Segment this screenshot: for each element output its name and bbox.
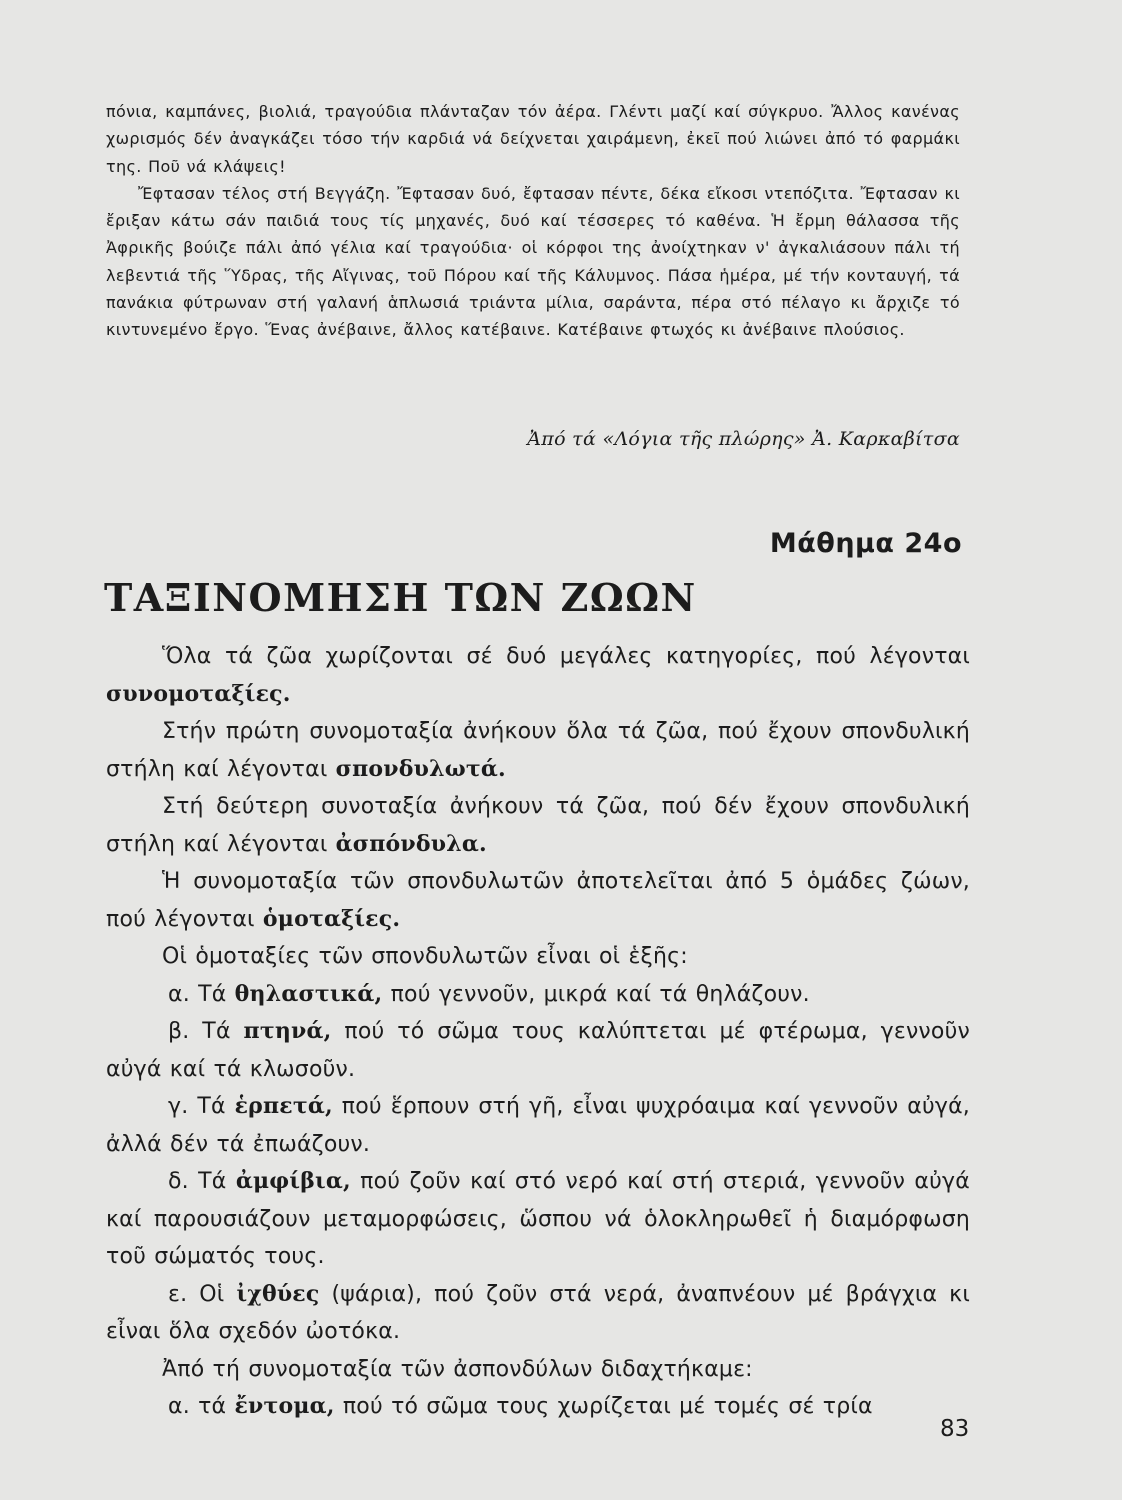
excerpt-paragraph: πόνια, καμπάνες, βιολιά, τραγούδια πλάνταζαν τόν ἀέρα. Γλέντι μαζί καί σύγκρυο. Ἄλλος κανένας χωρισμός δέν ἀναγκάζει τόσο τήν καρδιά νά δείχνεται χαιράμενη, ἐκεῖ πού λιώνει ἀπό τό φαρμάκι της. Ποῦ νά κλάψεις!	[106, 102, 960, 176]
excerpt-paragraph: Ἔφτασαν τέλος στή Βεγγάζη. Ἔφτασαν δυό, ἔφτασαν πέντε, δέκα εἴκοσι ντεπόζιτα. Ἔφτασαν κι ἔριξαν κάτω σάν παιδιά τους τίς μηχανές, δυό καί τέσσερες τό καθένα. Ἡ ἔρμη θάλασσα τῆς Ἀφρικῆς βούιζε πάλι ἀπό γέλια καί τραγούδια· οἱ κόρφοι της ἀνοίχτηκαν ν' ἀγκαλιάσουν πάλι τή λεβεντιά τῆς Ὕδρας, τῆς Αἴγινας, τοῦ Πόρου καί τῆς Κάλυμνος. Πάσα ἡμέρα, μέ τήν κονταυγή, τά πανάκια φύτρωναν στή γαλανή ἁπλωσιά τριάντα μίλια, σαράντα, πέρα στό πέλαγο κι ἄρχιζε τό κιντυνεμένο ἔργο. Ἕνας ἀνέβαινε, ἄλλος κατέβαινε. Κατέβαινε φτωχός κι ἀνέβαινε πλούσιος.	[106, 183, 960, 340]
item-letter: α. Τά	[168, 981, 235, 1007]
key-term: συνομοταξίες.	[106, 680, 291, 707]
list-item	[106, 1163, 970, 1276]
item-letter: α. τά	[168, 1394, 235, 1419]
item-text: πού γεννοῦν, μικρά καί τά θηλάζουν.	[382, 981, 810, 1007]
key-term: ἔντομα,	[234, 1393, 335, 1419]
item-text: πού τό σῶμα τους χωρίζεται μέ τομές σέ τρία	[334, 1394, 873, 1419]
lesson-body	[106, 638, 970, 1426]
list-item	[106, 1388, 970, 1426]
list-item	[106, 1013, 970, 1088]
list-item	[106, 1088, 970, 1163]
paragraph-text: Ἡ συνομοταξία τῶν σπονδυλωτῶν ἀποτελεῖται ἀπό 5 ὁμάδες ζώων, πού λέγονται	[106, 869, 970, 932]
body-paragraph	[106, 863, 970, 938]
body-paragraph	[106, 788, 970, 863]
key-term: ἑρπετά,	[234, 1093, 333, 1119]
lesson-number: Μάθημα 24ο	[769, 528, 962, 559]
item-letter: γ. Τά	[168, 1094, 235, 1119]
key-term: σπονδυλωτά.	[335, 755, 506, 782]
key-term: θηλαστικά,	[234, 980, 383, 1007]
lesson-title: ΤΑΞΙΝΟΜΗΣΗ ΤΩΝ ΖΩΩΝ	[104, 575, 697, 620]
key-term: ἀμφίβια,	[235, 1168, 351, 1194]
key-term: ἀσπόνδυλα.	[335, 830, 487, 857]
key-term: ὁμοταξίες.	[262, 905, 401, 932]
body-paragraph	[106, 713, 970, 788]
item-letter: β. Τά	[168, 1019, 244, 1044]
item-letter: ε. Οἱ	[168, 1281, 237, 1307]
item-letter: δ. Τά	[168, 1169, 236, 1194]
list-item	[106, 1276, 970, 1351]
item-text: πού ἕρπουν στή γῆ, εἶναι ψυχρόαιμα καί γεννοῦν αὐγά, ἀλλά δέν τά ἐπωάζουν.	[106, 1094, 970, 1157]
key-term: ἰχθύες	[236, 1280, 320, 1307]
item-text: πού ζοῦν καί στό νερό καί στή στεριά, γεννοῦν αὐγά καί παρουσιάζουν μεταμορφώσεις, ὥσπου νά ὁλοκληρωθεῖ ἡ διαμόρφωση τοῦ σώματός τους.	[106, 1169, 970, 1269]
page-number: 83	[940, 1416, 970, 1442]
excerpt-attribution: Ἀπό τά «Λόγια τῆς πλώρης» Ἀ. Καρκαβίτσα	[527, 428, 960, 450]
list-item	[106, 976, 970, 1014]
item-text: πού τό σῶμα τους καλύπτεται μέ φτέρωμα, γεννοῦν αὐγά καί τά κλωσοῦν.	[106, 1019, 970, 1082]
body-paragraph	[106, 638, 970, 713]
body-paragraph: Οἱ ὁμοταξίες τῶν σπονδυλωτῶν εἶναι οἱ ἑξῆς:	[162, 944, 688, 969]
paragraph-text: Στήν πρώτη συνομοταξία ἀνήκουν ὅλα τά ζῶα, πού ἔχουν σπονδυλική στήλη καί λέγονται	[106, 719, 970, 782]
item-text: (ψάρια), πού ζοῦν στά νερά, ἀναπνέουν μέ βράγχια κι εἶναι ὅλα σχεδόν ὠοτόκα.	[106, 1281, 970, 1344]
key-term: πτηνά,	[243, 1018, 332, 1044]
body-paragraph: Ἀπό τή συνομοταξία τῶν ἀσπονδύλων διδαχτήκαμε:	[162, 1356, 753, 1382]
paragraph-text: Ὅλα τά ζῶα χωρίζονται σέ δυό μεγάλες κατηγορίες, πού λέγονται	[162, 644, 970, 669]
paragraph-text: Στή δεύτερη συνοταξία ἀνήκουν τά ζῶα, πού δέν ἔχουν σπονδυλική στήλη καί λέγονται	[106, 794, 970, 857]
literary-excerpt	[106, 98, 960, 344]
